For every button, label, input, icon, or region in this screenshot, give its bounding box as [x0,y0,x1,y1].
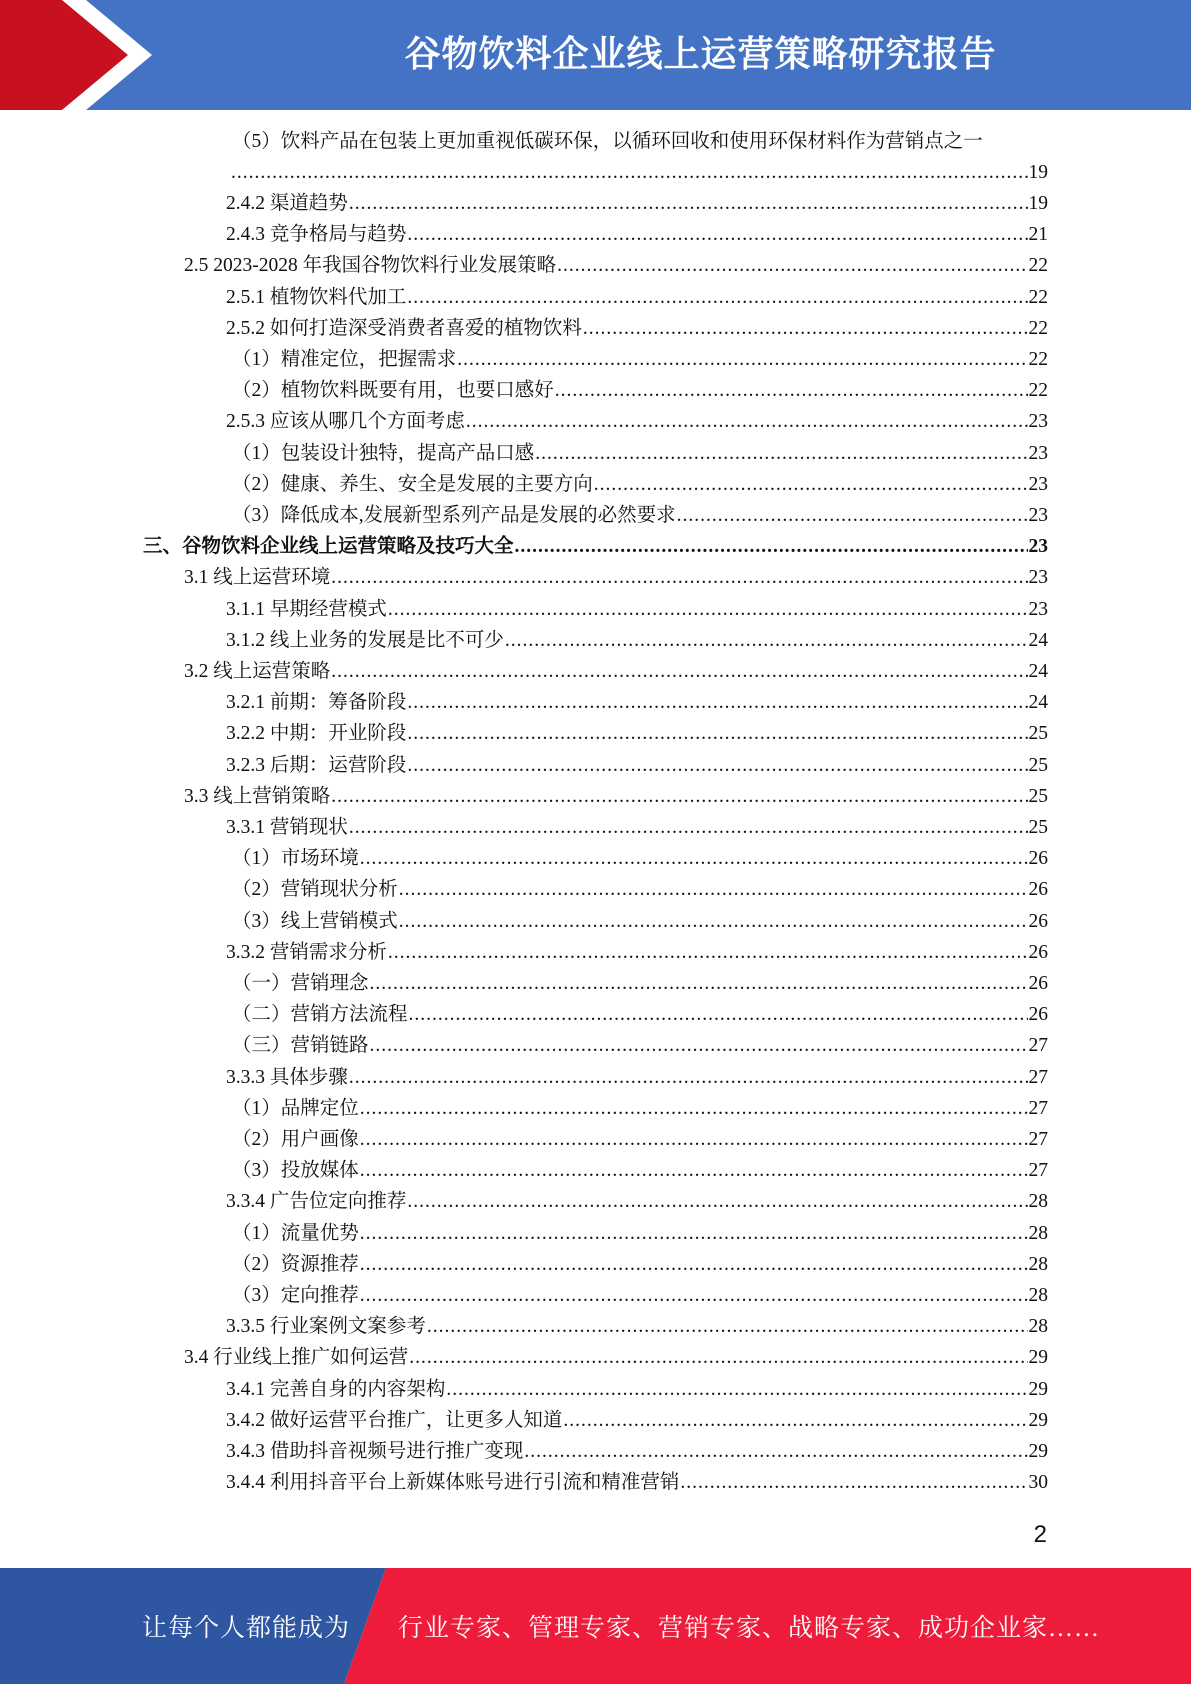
page-footer [0,1568,1191,1684]
toc-entry-title: （2）资源推荐 [232,1254,359,1275]
toc-page-number: 22 [1028,318,1048,339]
toc-entry-title: 3.1.1 早期经营模式 [226,599,387,620]
toc-page-number: 23 [1028,599,1048,620]
toc-entry[interactable] [226,687,1048,718]
toc-page-number: 27 [1028,1098,1048,1119]
toc-leader-dots [370,968,1028,999]
toc-leader-dots [231,157,1028,188]
toc-page-number: 26 [1028,879,1048,900]
report-title: 谷物饮料企业线上运营策略研究报告 [404,34,997,75]
toc-leader-dots [360,1124,1028,1155]
toc-entry[interactable] [184,250,1048,281]
toc-entry-title: 3.1.2 线上业务的发展是比不可少 [226,630,504,651]
toc-page-number: 26 [1028,1004,1048,1025]
toc-entry-title: （1）流量优势 [232,1223,359,1244]
toc-entry[interactable] [226,594,1048,625]
toc-entry[interactable] [232,1030,1048,1061]
toc-entry[interactable] [226,1467,1048,1498]
toc-entry-title: （2）用户画像 [232,1129,359,1150]
toc-page-number: 28 [1028,1285,1048,1306]
toc-entry-title: 2.4.3 竞争格局与趋势 [226,224,407,245]
toc-entry[interactable] [226,625,1048,656]
toc-leader-dots [677,500,1028,531]
toc-entry-title: 3.1 线上运营环境 [184,567,331,588]
toc-entry[interactable] [226,812,1048,843]
toc-page-number: 27 [1028,1129,1048,1150]
toc-page-number: 27 [1028,1160,1048,1181]
toc-entry[interactable] [232,469,1048,500]
toc-page-number: 21 [1028,224,1048,245]
toc-entry-title: 3.4.2 做好运营平台推广，让更多人知道 [226,1410,563,1431]
toc-leader-dots [407,718,1027,749]
toc-leader-dots [427,1311,1028,1342]
toc-entry[interactable] [226,937,1048,968]
toc-entry-title: 2.5.1 植物饮料代加工 [226,287,407,308]
page-number: 2 [1033,1521,1047,1548]
toc-entry-title: 3.4.3 借助抖音视频号进行推广变现 [226,1441,524,1462]
toc-leader-dots [583,313,1028,344]
toc-leader-dots [331,562,1027,593]
toc-entry[interactable] [226,1311,1048,1342]
toc-entry[interactable] [184,562,1048,593]
toc-entry[interactable] [232,375,1048,406]
toc-continued-line[interactable] [230,157,1048,188]
toc-entry[interactable] [232,1218,1048,1249]
toc-entry-title: 三、谷物饮料企业线上运营策略及技巧大全 [143,536,514,557]
toc-entry-title: （一）营销理念 [232,973,369,994]
toc-entry-title: （2）植物饮料既要有用，也要口感好 [232,380,554,401]
toc-leader-dots [331,656,1027,687]
toc-entry-title: 3.4.1 完善自身的内容架构 [226,1379,446,1400]
toc-page-number: 29 [1028,1347,1048,1368]
toc-page-number: 28 [1028,1191,1048,1212]
toc-page-number: 23 [1028,567,1048,588]
toc-entry-title: （1）品牌定位 [232,1098,359,1119]
toc-page-number: 28 [1028,1254,1048,1275]
toc-page-number: 26 [1028,973,1048,994]
toc-leader-dots [407,219,1027,250]
toc-entry-title: （3）线上营销模式 [232,911,398,932]
toc-entry[interactable] [226,750,1048,781]
toc-page-number: 22 [1028,255,1048,276]
toc-leader-dots [360,843,1028,874]
toc-page-number: 25 [1028,723,1048,744]
toc-leader-dots [331,781,1027,812]
toc-page-number: 22 [1028,287,1048,308]
toc-entry[interactable] [184,656,1048,687]
toc-page-number: 23 [1028,505,1048,526]
toc-page-number: 19 [1028,162,1048,183]
toc-leader-dots [535,438,1027,469]
toc-leader-dots [349,812,1028,843]
toc-leader-dots [360,1218,1028,1249]
toc-entry[interactable] [184,781,1048,812]
toc-continued-text: （5）饮料产品在包装上更加重视低碳环保，以循环回收和使用环保材料作为营销点之一 [232,131,983,152]
toc-leader-dots [360,1155,1028,1186]
toc-page-number: 25 [1028,786,1048,807]
toc-leader-dots [524,1436,1027,1467]
toc-entry-title: （2）营销现状分析 [232,879,398,900]
toc-entry[interactable] [226,406,1048,437]
toc-page-number: 23 [1028,474,1048,495]
toc-entry[interactable] [226,1405,1048,1436]
toc-leader-dots [466,406,1028,437]
toc-entry-title: 3.3.5 行业案例文案参考 [226,1316,426,1337]
toc-entry[interactable] [226,1186,1048,1217]
toc-page-number: 26 [1028,942,1048,963]
toc-entry[interactable] [226,188,1048,219]
toc-leader-dots [407,1186,1027,1217]
toc-leader-dots [515,531,1028,562]
toc-leader-dots [388,594,1028,625]
toc-leader-dots [360,1280,1028,1311]
toc-entry-title: 3.3.3 具体步骤 [226,1067,348,1088]
toc-page-number: 23 [1028,411,1048,432]
toc-entry-title: （三）营销链路 [232,1035,369,1056]
toc-entry[interactable] [232,1249,1048,1280]
toc-entry[interactable] [232,344,1048,375]
toc-page-number: 24 [1028,692,1048,713]
toc-leader-dots [360,1093,1028,1124]
toc-leader-dots [407,750,1027,781]
toc-entry-title: （3）投放媒体 [232,1160,359,1181]
toc-entry[interactable] [232,1124,1048,1155]
toc-leader-dots [407,282,1027,313]
toc-entry[interactable] [226,1436,1048,1467]
toc-leader-dots [399,874,1028,905]
toc-leader-dots [555,375,1028,406]
toc-entry[interactable] [232,1155,1048,1186]
toc-entry-title: 3.2.3 后期：运营阶段 [226,755,407,776]
toc-leader-dots [505,625,1028,656]
toc-entry-title: （二）营销方法流程 [232,1004,408,1025]
toc-entry[interactable] [226,282,1048,313]
toc-leader-dots [349,1062,1028,1093]
toc-entry[interactable] [232,968,1048,999]
toc-entry[interactable] [232,906,1048,937]
toc-leader-dots [409,999,1028,1030]
toc-entry-title: （3）降低成本,发展新型系列产品是发展的必然要求 [232,505,676,526]
toc-entry-title: 2.5 2023-2028 年我国谷物饮料行业发展策略 [184,255,557,276]
toc-page-number: 19 [1028,193,1048,214]
toc-page-number: 22 [1028,380,1048,401]
toc-entry[interactable] [184,1342,1048,1373]
toc-page-number: 28 [1028,1316,1048,1337]
toc-entry-title: 3.4.4 利用抖音平台上新媒体账号进行引流和精准营销 [226,1472,680,1493]
toc-leader-dots [388,937,1028,968]
toc-page-number: 25 [1028,817,1048,838]
toc-entry-title: 2.5.3 应该从哪几个方面考虑 [226,411,465,432]
footer-slogan-left: 让每个人都能成为 [142,1615,351,1642]
toc-entry-title: 3.4 行业线上推广如何运营 [184,1347,409,1368]
toc-entry[interactable] [226,1374,1048,1405]
toc-entry-title: 3.3.1 营销现状 [226,817,348,838]
toc-entry[interactable] [143,531,1048,562]
toc-leader-dots [360,1249,1028,1280]
toc-page-number: 26 [1028,848,1048,869]
toc-leader-dots [370,1030,1028,1061]
toc-entry[interactable] [226,313,1048,344]
toc-leader-dots [446,1374,1027,1405]
toc-leader-dots [457,344,1027,375]
toc-page-number: 29 [1028,1379,1048,1400]
toc-page-number: 23 [1028,443,1048,464]
toc-leader-dots [563,1405,1027,1436]
toc-page-number: 27 [1028,1067,1048,1088]
toc-entry-title: （1）包装设计独特，提高产品口感 [232,443,535,464]
toc-entry-title: 3.2 线上运营策略 [184,661,331,682]
toc-page-number: 30 [1028,1472,1048,1493]
toc-entry[interactable] [232,874,1048,905]
toc-page-number: 24 [1028,630,1048,651]
toc-leader-dots [594,469,1028,500]
toc-leader-dots [680,1467,1027,1498]
toc-entry[interactable] [232,843,1048,874]
toc-entry-title: （3）定向推荐 [232,1285,359,1306]
toc-entry-title: 3.3 线上营销策略 [184,786,331,807]
toc-leader-dots [349,188,1028,219]
toc-page-number: 29 [1028,1441,1048,1462]
toc-page-number: 23 [1028,536,1048,557]
toc-page-number: 25 [1028,755,1048,776]
toc-leader-dots [557,250,1027,281]
toc-page-number: 22 [1028,349,1048,370]
toc-entry[interactable] [226,1062,1048,1093]
toc-leader-dots [409,1342,1027,1373]
toc-entry-title: 2.5.2 如何打造深受消费者喜爱的植物饮料 [226,318,582,339]
footer-slogan-right: 行业专家、管理专家、营销专家、战略专家、成功企业家…… [398,1615,1101,1642]
toc-entry[interactable] [232,1093,1048,1124]
toc-page-number: 24 [1028,661,1048,682]
toc-entry-title: 3.2.2 中期：开业阶段 [226,723,407,744]
toc-leader-dots [407,687,1027,718]
toc-entry-title: （1）市场环境 [232,848,359,869]
toc-page-number: 26 [1028,911,1048,932]
toc-entry[interactable] [232,999,1048,1030]
toc-entry-title: （1）精准定位，把握需求 [232,349,457,370]
toc-entry[interactable] [232,1280,1048,1311]
toc-entry-title: （2）健康、养生、安全是发展的主要方向 [232,474,593,495]
toc-entry[interactable] [232,438,1048,469]
toc-entry[interactable] [226,219,1048,250]
toc-leader-dots [399,906,1028,937]
toc-entry-title: 3.3.4 广告位定向推荐 [226,1191,407,1212]
toc-entry-title: 3.3.2 营销需求分析 [226,942,387,963]
toc-entry-title: 2.4.2 渠道趋势 [226,193,348,214]
page-header [0,0,1191,110]
toc-entry-title: 3.2.1 前期：筹备阶段 [226,692,407,713]
toc-page-number: 27 [1028,1035,1048,1056]
toc-page-number: 29 [1028,1410,1048,1431]
toc-entry[interactable] [226,718,1048,749]
toc-entry[interactable] [232,500,1048,531]
toc-page-number: 28 [1028,1223,1048,1244]
